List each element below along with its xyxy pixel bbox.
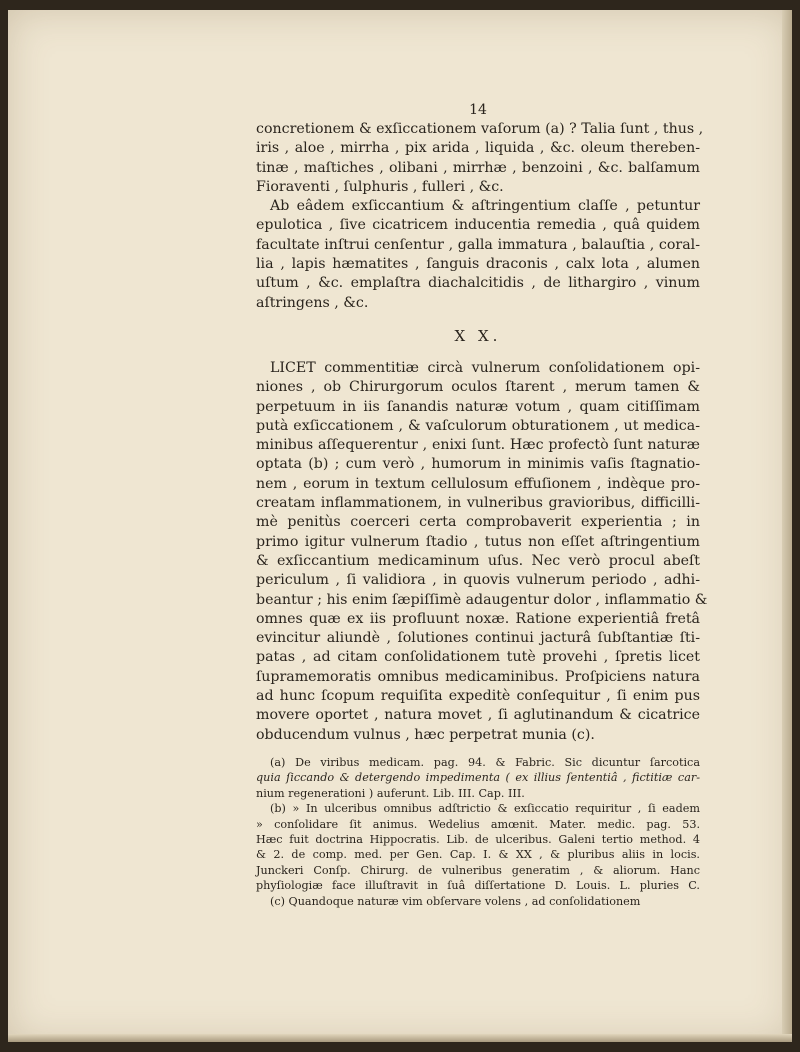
text-line: ad hunc ſcopum requiſita expeditè conſequitur , ſi enim pus — [256, 688, 700, 705]
text-line: aſtringens , &c. — [256, 294, 369, 311]
note-line: nium regenerationi ) auferunt. Lib. III. Cap. III. — [256, 786, 525, 800]
page-edge-right — [782, 10, 792, 1042]
text-line: beantur ; his enim ſæpiſſimè adaugentur dolor , inflammatio & — [256, 591, 708, 608]
note-line: Junckeri Conſp. Chirurg. de vulneribus generatim , & aliorum. Hanc — [256, 863, 700, 877]
text-line: iris , aloe , mirrha , pix arida , liquida , &c. oleum thereben- — [256, 140, 700, 157]
footnote-c — [256, 894, 700, 909]
text-line: Fioraventi , ſulphuris , fulleri , &c. — [256, 178, 504, 195]
text-line: nem , eorum in textum cellulosum effuſionem , indèque pro- — [256, 475, 700, 492]
text-line: perpetuum in iis ſanandis naturæ votum , quam citiſſimam — [256, 398, 700, 415]
note-line: (c) Quandoque naturæ vim obſervare volens , ad conſolidationem — [270, 894, 641, 908]
text-line: mè penitùs coerceri certa comprobaverit experientia ; in — [256, 514, 700, 531]
page-number: 14 — [469, 102, 487, 118]
text-line: obducendum vulnus , hæc perpetrat munia (c). — [256, 726, 595, 743]
footnote-a — [256, 755, 700, 801]
text-line: epulotica , ſive cicatricem inducentia remedia , quâ quidem — [256, 217, 700, 234]
text-line: tinæ , maſtiches , olibani , mirrhæ , benzoini , &c. balſamum — [256, 159, 700, 176]
text-line: niones , ob Chirurgorum oculos ſtarent , merum tamen & — [256, 379, 700, 396]
text-line: LICET commentitiæ circà vulnerum conſolidationem opi- — [270, 359, 700, 376]
text-line: putà exſiccationem , & vaſculorum obturationem , ut medica- — [256, 417, 700, 434]
text-line: primo igitur vulnerum ſtadio , tutus non eſſet aſtringentium — [256, 533, 700, 550]
paragraph-1 — [256, 120, 704, 197]
text-line: lia , lapis hæmatites , ſanguis draconis , calx lota , alumen — [256, 256, 700, 273]
text-line: & exſiccantium medicaminum uſus. Nec verò procul abeſt — [256, 552, 700, 569]
note-line: (a) De viribus medicam. pag. 94. & Fabric. Sic dicuntur ſarcotica — [270, 755, 700, 769]
text-line: patas , ad citam conſolidationem tutè provehi , ſpretis licet — [256, 649, 700, 666]
page-edge-bottom — [8, 1034, 792, 1042]
section-heading: X X. — [454, 326, 502, 345]
paragraph-3 — [256, 359, 708, 745]
text-line: movere oportet , natura movet , ſi aglutinandum & cicatrice — [256, 707, 700, 724]
text-block — [256, 102, 708, 909]
text-line: minibus aſſequerentur , enixi ſunt. Hæc profectò ſunt naturæ — [256, 437, 700, 454]
note-line: » conſolidare ſit animus. Wedelius amœnit. Mater. medic. pag. 53. — [256, 817, 700, 831]
note-line: (b) » In ulceribus omnibus adſtrictio & exſiccatio requiritur , ſi eadem — [270, 802, 700, 816]
footnote-b — [256, 801, 700, 893]
note-line: quia ſiccando & detergendo impedimenta ( ex illius ſententiâ , fictitiæ car- — [256, 771, 700, 785]
text-line: evincitur aliundè , ſolutiones continui jacturâ ſubſtantiæ ſti- — [256, 630, 700, 647]
note-line: Hæc fuit doctrina Hippocratis. Lib. de ulceribus. Galeni tertio method. 4 — [256, 832, 700, 846]
text-line: optata (b) ; cum verò , humorum in minimis vaſis ſtagnatio- — [256, 456, 700, 473]
paragraph-2 — [256, 197, 700, 313]
text-line: ſupramemoratis omnibus medicaminibus. Proſpiciens natura — [256, 668, 700, 685]
text-line: facultate inſtrui cenſentur , galla immatura , balauſtia , coral- — [256, 236, 700, 253]
text-line: uſtum , &c. emplaſtra diachalcitidis , de lithargiro , vinum — [256, 275, 700, 292]
text-line: omnes quæ ex iis profluunt noxæ. Ratione experientiâ fretâ — [256, 610, 700, 627]
footnotes — [256, 755, 700, 909]
note-line: & 2. de comp. med. per Gen. Cap. I. & XX , & pluribus aliis in locis. — [256, 848, 700, 862]
text-line: concretionem & exſiccationem vaſorum (a) ? Talia ſunt , thus , — [256, 121, 704, 137]
text-line: creatam inflammationem, in vulneribus gravioribus, difficilli- — [256, 495, 700, 512]
book-page — [8, 10, 792, 1042]
note-line: phyſiologiæ face illuſtravit in ſuâ diſſertatione D. Louis. L. pluries C. — [256, 879, 700, 893]
text-line: periculum , ſi validiora , in quovis vulnerum periodo , adhi- — [256, 572, 700, 589]
text-line: Ab eâdem exſiccantium & aſtringentium claſſe , petuntur — [270, 198, 700, 215]
